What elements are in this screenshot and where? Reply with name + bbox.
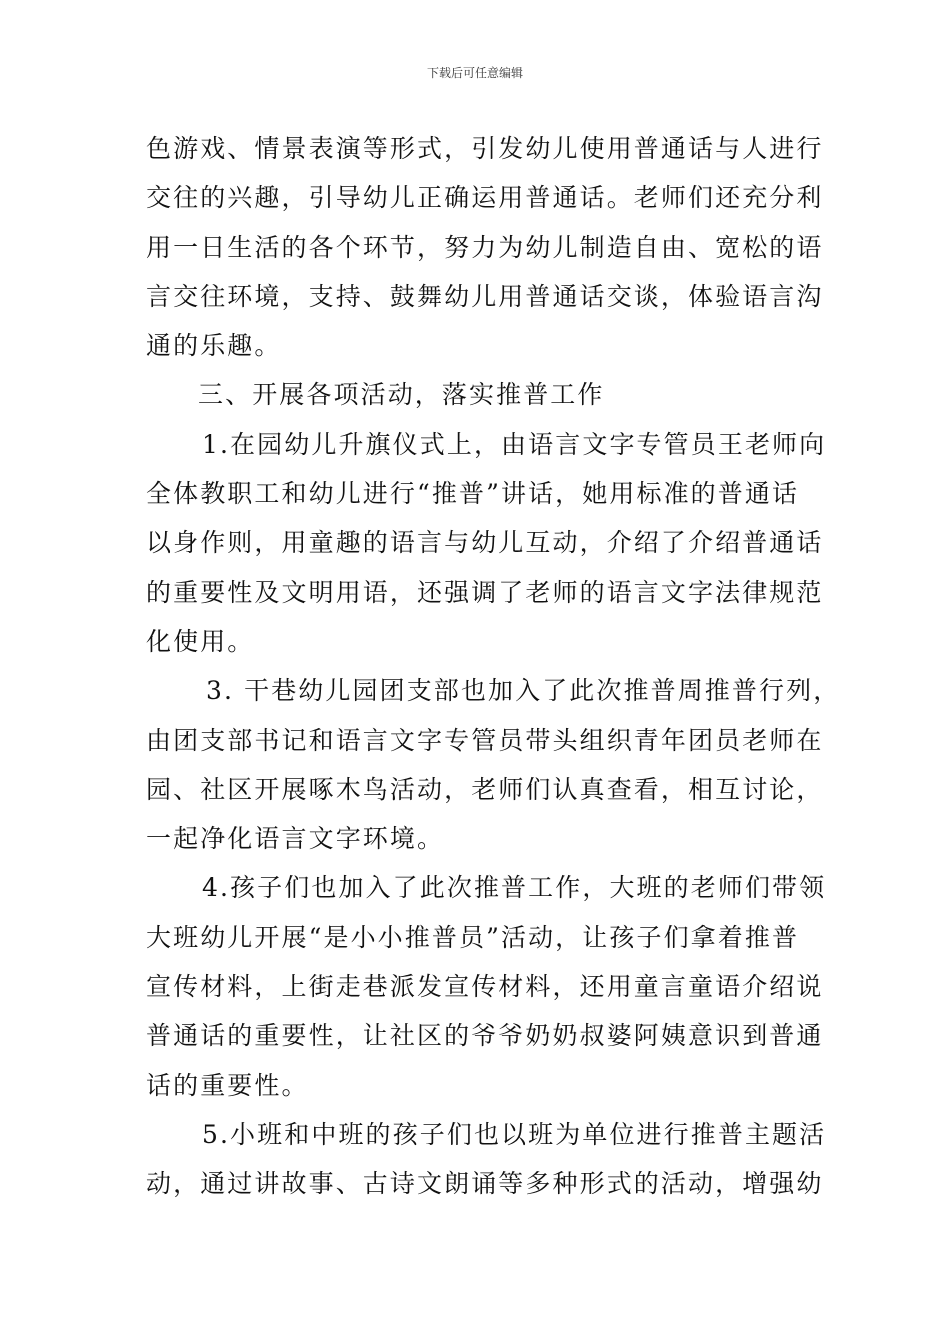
text-line: 5.小班和中班的孩子们也以班为单位进行推普主题活 bbox=[202, 1119, 827, 1149]
page-header: 下载后可任意编辑 bbox=[426, 66, 523, 80]
text-line: 以身作则，用童趣的语言与幼儿互动，介绍了介绍普通话 bbox=[146, 528, 824, 558]
text-line: 通的乐趣。 bbox=[146, 331, 282, 361]
text-line: 园、社区开展啄木鸟活动，老师们认真查看，相互讨论， bbox=[146, 774, 824, 804]
text-line: 大班幼儿开展“是小小推普员”活动，让孩子们拿着推普 bbox=[146, 922, 800, 952]
text-line: 普通话的重要性，让社区的爷爷奶奶叔婆阿姨意识到普通 bbox=[146, 1021, 824, 1051]
text-line: 交往的兴趣，引导幼儿正确运用普通话。老师们还充分利 bbox=[146, 183, 824, 213]
text-line: 宣传材料，上街走巷派发宣传材料，还用童言童语介绍说 bbox=[146, 972, 824, 1002]
text-line: 3. 干巷幼儿园团支部也加入了此次推普周推普行列， bbox=[206, 676, 841, 706]
text-line: 动，通过讲故事、古诗文朗诵等多种形式的活动，增强幼 bbox=[146, 1169, 824, 1199]
text-line: 用一日生活的各个环节，努力为幼儿制造自由、宽松的语 bbox=[146, 232, 824, 262]
document-body bbox=[146, 124, 841, 1209]
section-heading: 三、开展各项活动，落实推普工作 bbox=[198, 380, 605, 410]
text-line: 全体教职工和幼儿进行“推普”讲话，她用标准的普通话 bbox=[146, 479, 800, 509]
text-line: 由团支部书记和语言文字专管员带头组织青年团员老师在 bbox=[146, 725, 824, 755]
text-line: 言交往环境，支持、鼓舞幼儿用普通话交谈，体验语言沟 bbox=[146, 281, 824, 311]
text-line: 1.在园幼儿升旗仪式上，由语言文字专管员王老师向 bbox=[202, 429, 827, 459]
text-line: 话的重要性。 bbox=[146, 1070, 309, 1100]
text-line: 的重要性及文明用语，还强调了老师的语言文字法律规范 bbox=[146, 577, 824, 607]
text-line: 化使用。 bbox=[146, 626, 255, 656]
text-line: 一起净化语言文字环境。 bbox=[146, 824, 445, 854]
text-line: 4.孩子们也加入了此次推普工作，大班的老师们带领 bbox=[202, 873, 827, 903]
text-line: 色游戏、情景表演等形式，引发幼儿使用普通话与人进行 bbox=[146, 134, 824, 163]
